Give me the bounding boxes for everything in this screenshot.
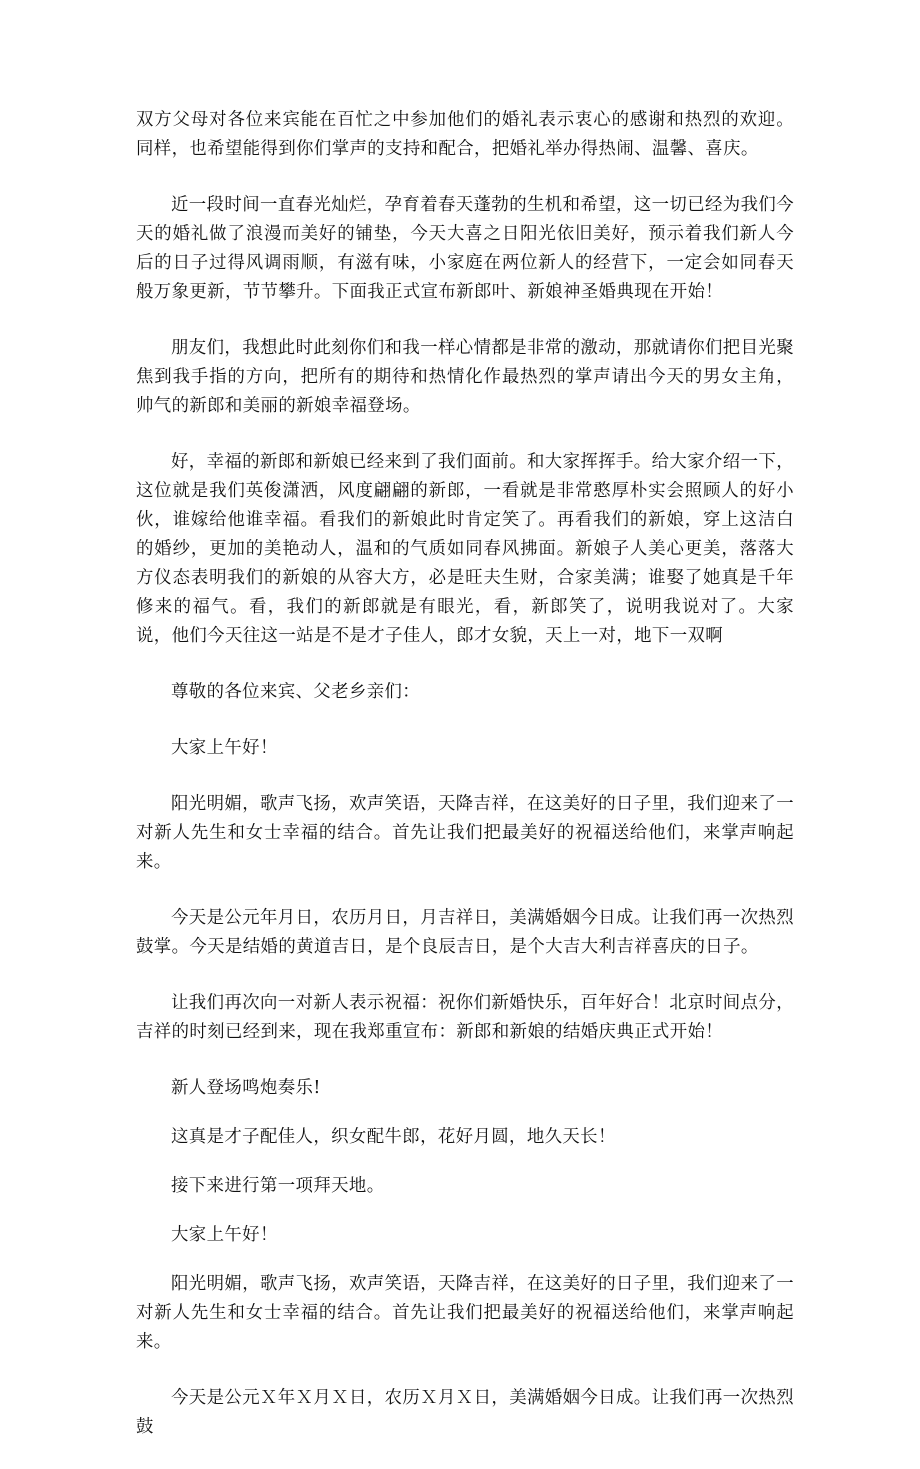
paragraph-good-morning-1: 大家上午好！: [171, 738, 278, 758]
paragraph-friends: 朋友们，我想此时此刻你们和我一样心情都是非常的激动，那就请你们把目光聚焦到我手指的方向，把所有的期待和热情化作最热烈的掌声请出今天的男女主角，帅气的新郎和美丽的新娘幸福登场。: [136, 338, 794, 416]
paragraph-date-1: 今天是公元年月日，农历月日，月吉祥日，美满婚姻今日成。让我们再一次热烈鼓掌。今天是结婚的黄道吉日，是个良辰吉日，是个大吉大利吉祥喜庆的日子。: [136, 908, 794, 957]
paragraph-ceremony-step: 接下来进行第一项拜天地。: [171, 1176, 385, 1196]
paragraph-good-morning-2: 大家上午好！: [171, 1225, 278, 1245]
document-body: [136, 106, 794, 1469]
paragraph-introduction: 好，幸福的新郎和新娘已经来到了我们面前。和大家挥挥手。给大家介绍一下，这位就是我们英俊潇洒，风度翩翩的新郎，一看就是非常憨厚朴实会照顾人的好小伙，谁嫁给他谁幸福。看我们的新娘此时肯定笑了。再看我们的新娘，穿上这洁白的婚纱，更加的美艳动人，温和的气质如同春风拂面。新娘子人美心更美，落落大方仪态表明我们的新娘的从容大方，必是旺夫生财，合家美满；谁娶了她真是千年修来的福气。看，我们的新郎就是有眼光，看，新郎笑了，说明我说对了。大家说，他们今天往这一站是不是才子佳人，郎才女貌，天上一对，地下一双啊: [136, 452, 794, 646]
paragraph-thanks: 双方父母对各位来宾能在百忙之中参加他们的婚礼表示衷心的感谢和热烈的欢迎。同样，也希望能得到你们掌声的支持和配合，把婚礼举办得热闹、温馨、喜庆。: [136, 110, 794, 159]
paragraph-greeting-guests: 尊敬的各位来宾、父老乡亲们：: [171, 682, 421, 702]
paragraph-blessing: 让我们再次向一对新人表示祝福：祝你们新婚快乐，百年好合！北京时间点分，吉祥的时刻已经到来，现在我郑重宣布：新郎和新娘的结婚庆典正式开始！: [136, 993, 794, 1042]
paragraph-sunshine-2: 阳光明媚，歌声飞扬，欢声笑语，天降吉祥，在这美好的日子里，我们迎来了一对新人先生和女士幸福的结合。首先让我们把最美好的祝福送给他们，来掌声响起来。: [136, 1274, 794, 1352]
paragraph-sunshine-1: 阳光明媚，歌声飞扬，欢声笑语，天降吉祥，在这美好的日子里，我们迎来了一对新人先生和女士幸福的结合。首先让我们把最美好的祝福送给他们，来掌声响起来。: [136, 794, 794, 872]
paragraph-date-2: 今天是公元Ｘ年Ｘ月Ｘ日，农历Ｘ月Ｘ日，美满婚姻今日成。让我们再一次热烈鼓: [136, 1388, 794, 1437]
paragraph-perfect-match: 这真是才子配佳人，织女配牛郎，花好月圆，地久天长！: [171, 1127, 616, 1147]
paragraph-spring: 近一段时间一直春光灿烂，孕育着春天蓬勃的生机和希望，这一切已经为我们今天的婚礼做了浪漫而美好的铺垫，今天大喜之日阳光依旧美好，预示着我们新人今后的日子过得风调雨顺，有滋有味，小家庭在两位新人的经营下，一定会如同春天般万象更新，节节攀升。下面我正式宣布新郎叶、新娘神圣婚典现在开始！: [136, 195, 794, 302]
paragraph-entrance: 新人登场鸣炮奏乐!: [171, 1078, 321, 1098]
